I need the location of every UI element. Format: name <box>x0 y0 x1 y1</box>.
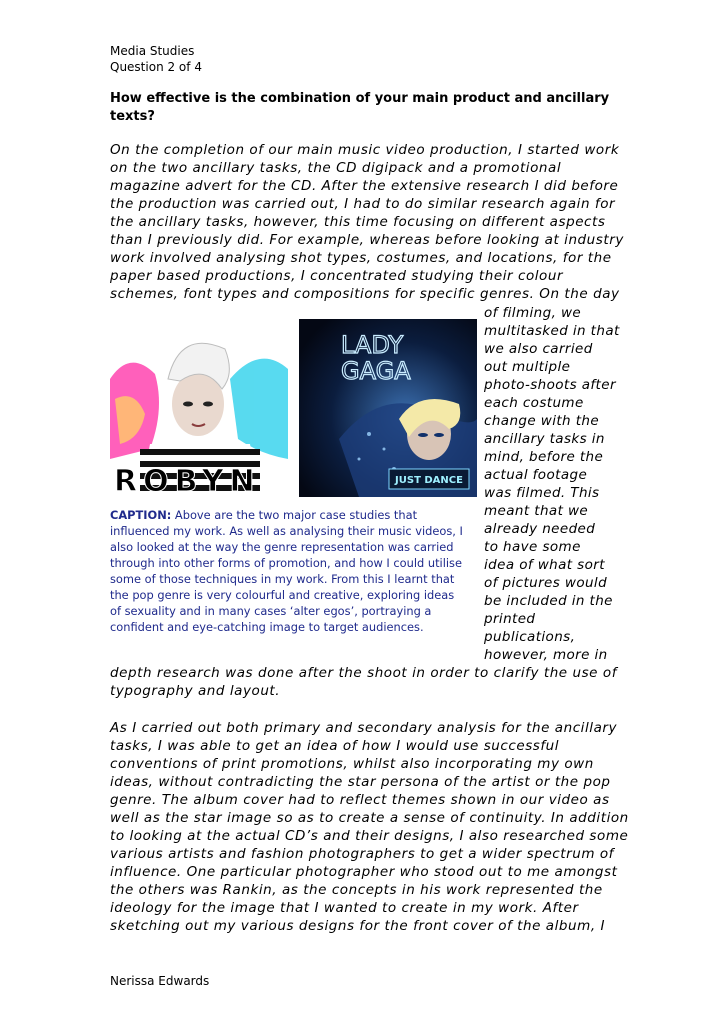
gaga-logo-text: GAGA <box>341 357 411 385</box>
text-line: On the completion of our main music video production, I started work <box>110 142 620 158</box>
text-line: typography and layout. <box>110 683 281 699</box>
caption-line: the pop genre is very colourful and creative, exploring ideas <box>110 588 455 602</box>
text-line: multitasked in that <box>484 323 620 339</box>
side-column-text <box>484 304 620 664</box>
text-line: each costume <box>484 395 584 411</box>
question-number: Question 2 of 4 <box>110 60 202 74</box>
image-caption <box>110 507 482 635</box>
caption-line: some of those techniques in my work. From this I learnt that <box>110 572 455 586</box>
text-line: change with the <box>484 413 600 429</box>
text-line: ancillary tasks in <box>484 431 605 447</box>
text-line: influence. One particular photographer who stood out to me amongst <box>110 864 618 880</box>
paragraph-2 <box>110 719 629 935</box>
text-line: we also carried <box>484 341 593 357</box>
text-line: schemes, font types and compositions for specific genres. On the day <box>110 286 620 302</box>
text-line: the production was carried out, I had to do similar research again for <box>110 196 616 212</box>
text-line: on the two ancillary tasks, the CD digipack and a promotional <box>110 160 562 176</box>
robyn-artwork <box>110 319 288 497</box>
text-line: printed <box>484 611 536 627</box>
author-footer: Nerissa Edwards <box>110 974 210 988</box>
text-line: be included in the <box>484 593 613 609</box>
just-dance-badge: JUST DANCE <box>395 475 463 486</box>
caption-line: influenced my work. As well as analysing their music videos, I <box>110 524 463 538</box>
text-line: ideology for the image that I wanted to create in my work. After <box>110 900 579 916</box>
text-line: idea of what sort <box>484 557 605 573</box>
text-line: mind, before the <box>484 449 604 465</box>
text-line: meant that we <box>484 503 589 519</box>
text-line: actual footage <box>484 467 588 483</box>
page-header <box>110 43 202 75</box>
text-line: As I carried out both primary and secondary analysis for the ancillary <box>110 720 618 736</box>
caption-line: Above are the two major case studies that <box>171 508 418 522</box>
text-line: of pictures would <box>484 575 608 591</box>
text-line: out multiple <box>484 359 571 375</box>
text-line: paper based productions, I concentrated studying their colour <box>110 268 564 284</box>
text-line: already needed <box>484 521 596 537</box>
caption-line: through into other forms of promotion, and how I could utilise <box>110 556 462 570</box>
lady-logo-text: LADY <box>341 331 404 359</box>
text-line: ideas, without contradicting the star persona of the artist or the pop <box>110 774 611 790</box>
text-line: the ancillary tasks, however, this time focusing on different aspects <box>110 214 606 230</box>
subject-label: Media Studies <box>110 44 195 58</box>
text-line: of filming, we <box>484 305 582 321</box>
caption-line: of sexuality and in many cases ‘alter egos’, portraying a <box>110 604 432 618</box>
caption-line: also looked at the way the genre representation was carried <box>110 540 454 554</box>
text-line: depth research was done after the shoot in order to clarify the use of <box>110 665 617 681</box>
text-line: to have some <box>484 539 581 555</box>
text-line: to looking at the actual CD’s and their designs, I also researched some <box>110 828 629 844</box>
caption-label: CAPTION: <box>110 508 172 522</box>
paragraph-1 <box>110 141 624 303</box>
text-line: conventions of print promotions, whilst also incorporating my own <box>110 756 594 772</box>
text-line: work involved analysing shot types, costumes, and locations, for the <box>110 250 612 266</box>
text-line: sketching out my various designs for the front cover of the album, I <box>110 918 606 934</box>
text-line: well as the star image so as to create a sense of continuity. In addition <box>110 810 629 826</box>
text-line: however, more in <box>484 647 608 663</box>
lady-gaga-album-image <box>299 319 477 497</box>
caption-line: confident and eye-catching image to target audiences. <box>110 620 424 634</box>
text-line: photo-shoots after <box>484 377 616 393</box>
question-heading: How effective is the combination of your main product and ancillary texts? <box>110 91 610 124</box>
text-line: genre. The album cover had to reflect themes shown in our video as <box>110 792 610 808</box>
lady-gaga-artwork <box>299 319 477 497</box>
paragraph-1-continued <box>110 664 617 700</box>
text-line: publications, <box>484 629 576 645</box>
text-line: magazine advert for the CD. After the extensive research I did before <box>110 178 619 194</box>
text-line: than I previously did. For example, whereas before looking at industry <box>110 232 624 248</box>
text-line: various artists and fashion photographers to get a wider spectrum of <box>110 846 614 862</box>
text-line: the others was Rankin, as the concepts in his work represented the <box>110 882 603 898</box>
text-line: tasks, I was able to get an idea of how I would use successful <box>110 738 560 754</box>
text-line: was filmed. This <box>484 485 600 501</box>
robyn-logo-text: ROBYN <box>114 464 261 497</box>
robyn-album-image <box>110 319 288 497</box>
